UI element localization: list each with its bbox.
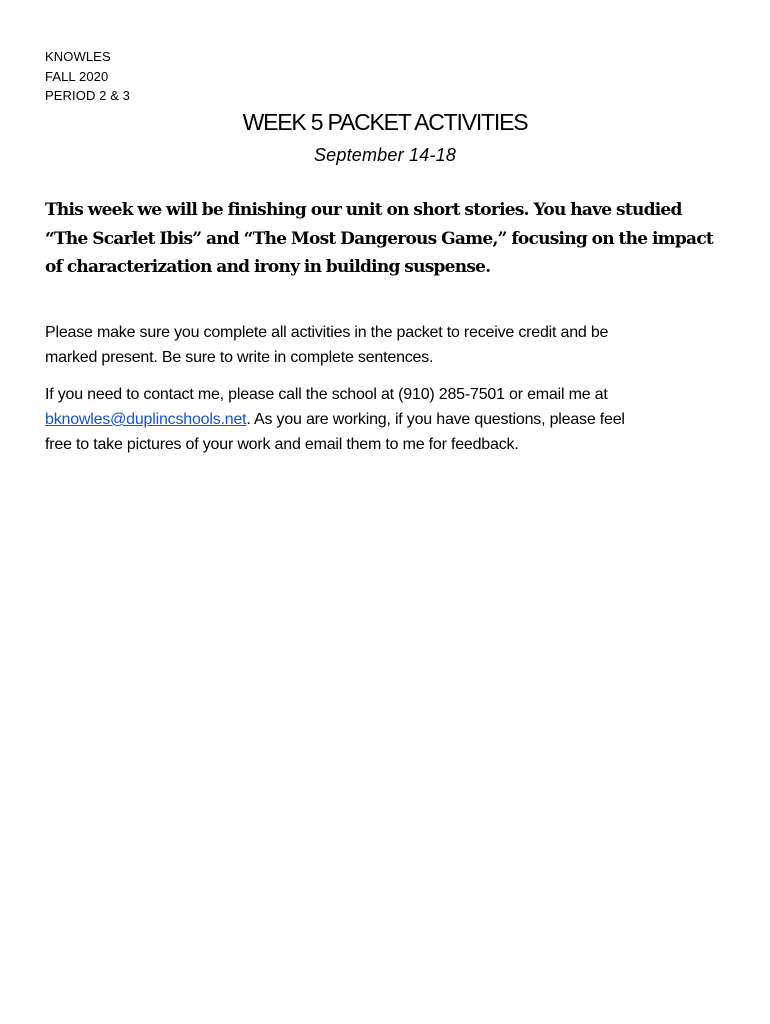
paragraph-line: marked present. Be sure to write in complete sentences. bbox=[45, 349, 434, 366]
paragraph-line: If you need to contact me, please call the school at (910) 285-7501 or email me at bbox=[45, 386, 608, 403]
period-label: PERIOD 2 & 3 bbox=[45, 88, 131, 103]
intro-line: “The Scarlet Ibis” and “The Most Dangerous Game,” focusing on the impact bbox=[45, 228, 714, 249]
paragraph-text: . As you are working, if you have questions, please feel bbox=[246, 411, 625, 428]
instructions-paragraph bbox=[45, 320, 735, 370]
contact-paragraph bbox=[45, 382, 735, 457]
email-link[interactable]: bknowles@duplincshools.net bbox=[45, 411, 247, 428]
paragraph-line: free to take pictures of your work and email them to me for feedback. bbox=[45, 436, 519, 453]
paragraph-line bbox=[45, 407, 735, 432]
teacher-name: KNOWLES bbox=[45, 49, 111, 64]
page-subtitle: September 14-18 bbox=[313, 145, 457, 165]
document-header bbox=[45, 47, 130, 106]
intro-paragraph bbox=[45, 196, 735, 282]
term-label: FALL 2020 bbox=[45, 68, 109, 84]
intro-line: This week we will be finishing our unit on short stories. You have studied bbox=[45, 200, 682, 220]
intro-line: of characterization and irony in building suspense. bbox=[45, 257, 491, 277]
page-title: WEEK 5 PACKET ACTIVITIES bbox=[242, 109, 528, 135]
paragraph-line: Please make sure you complete all activities in the packet to receive credit and be bbox=[45, 324, 609, 341]
